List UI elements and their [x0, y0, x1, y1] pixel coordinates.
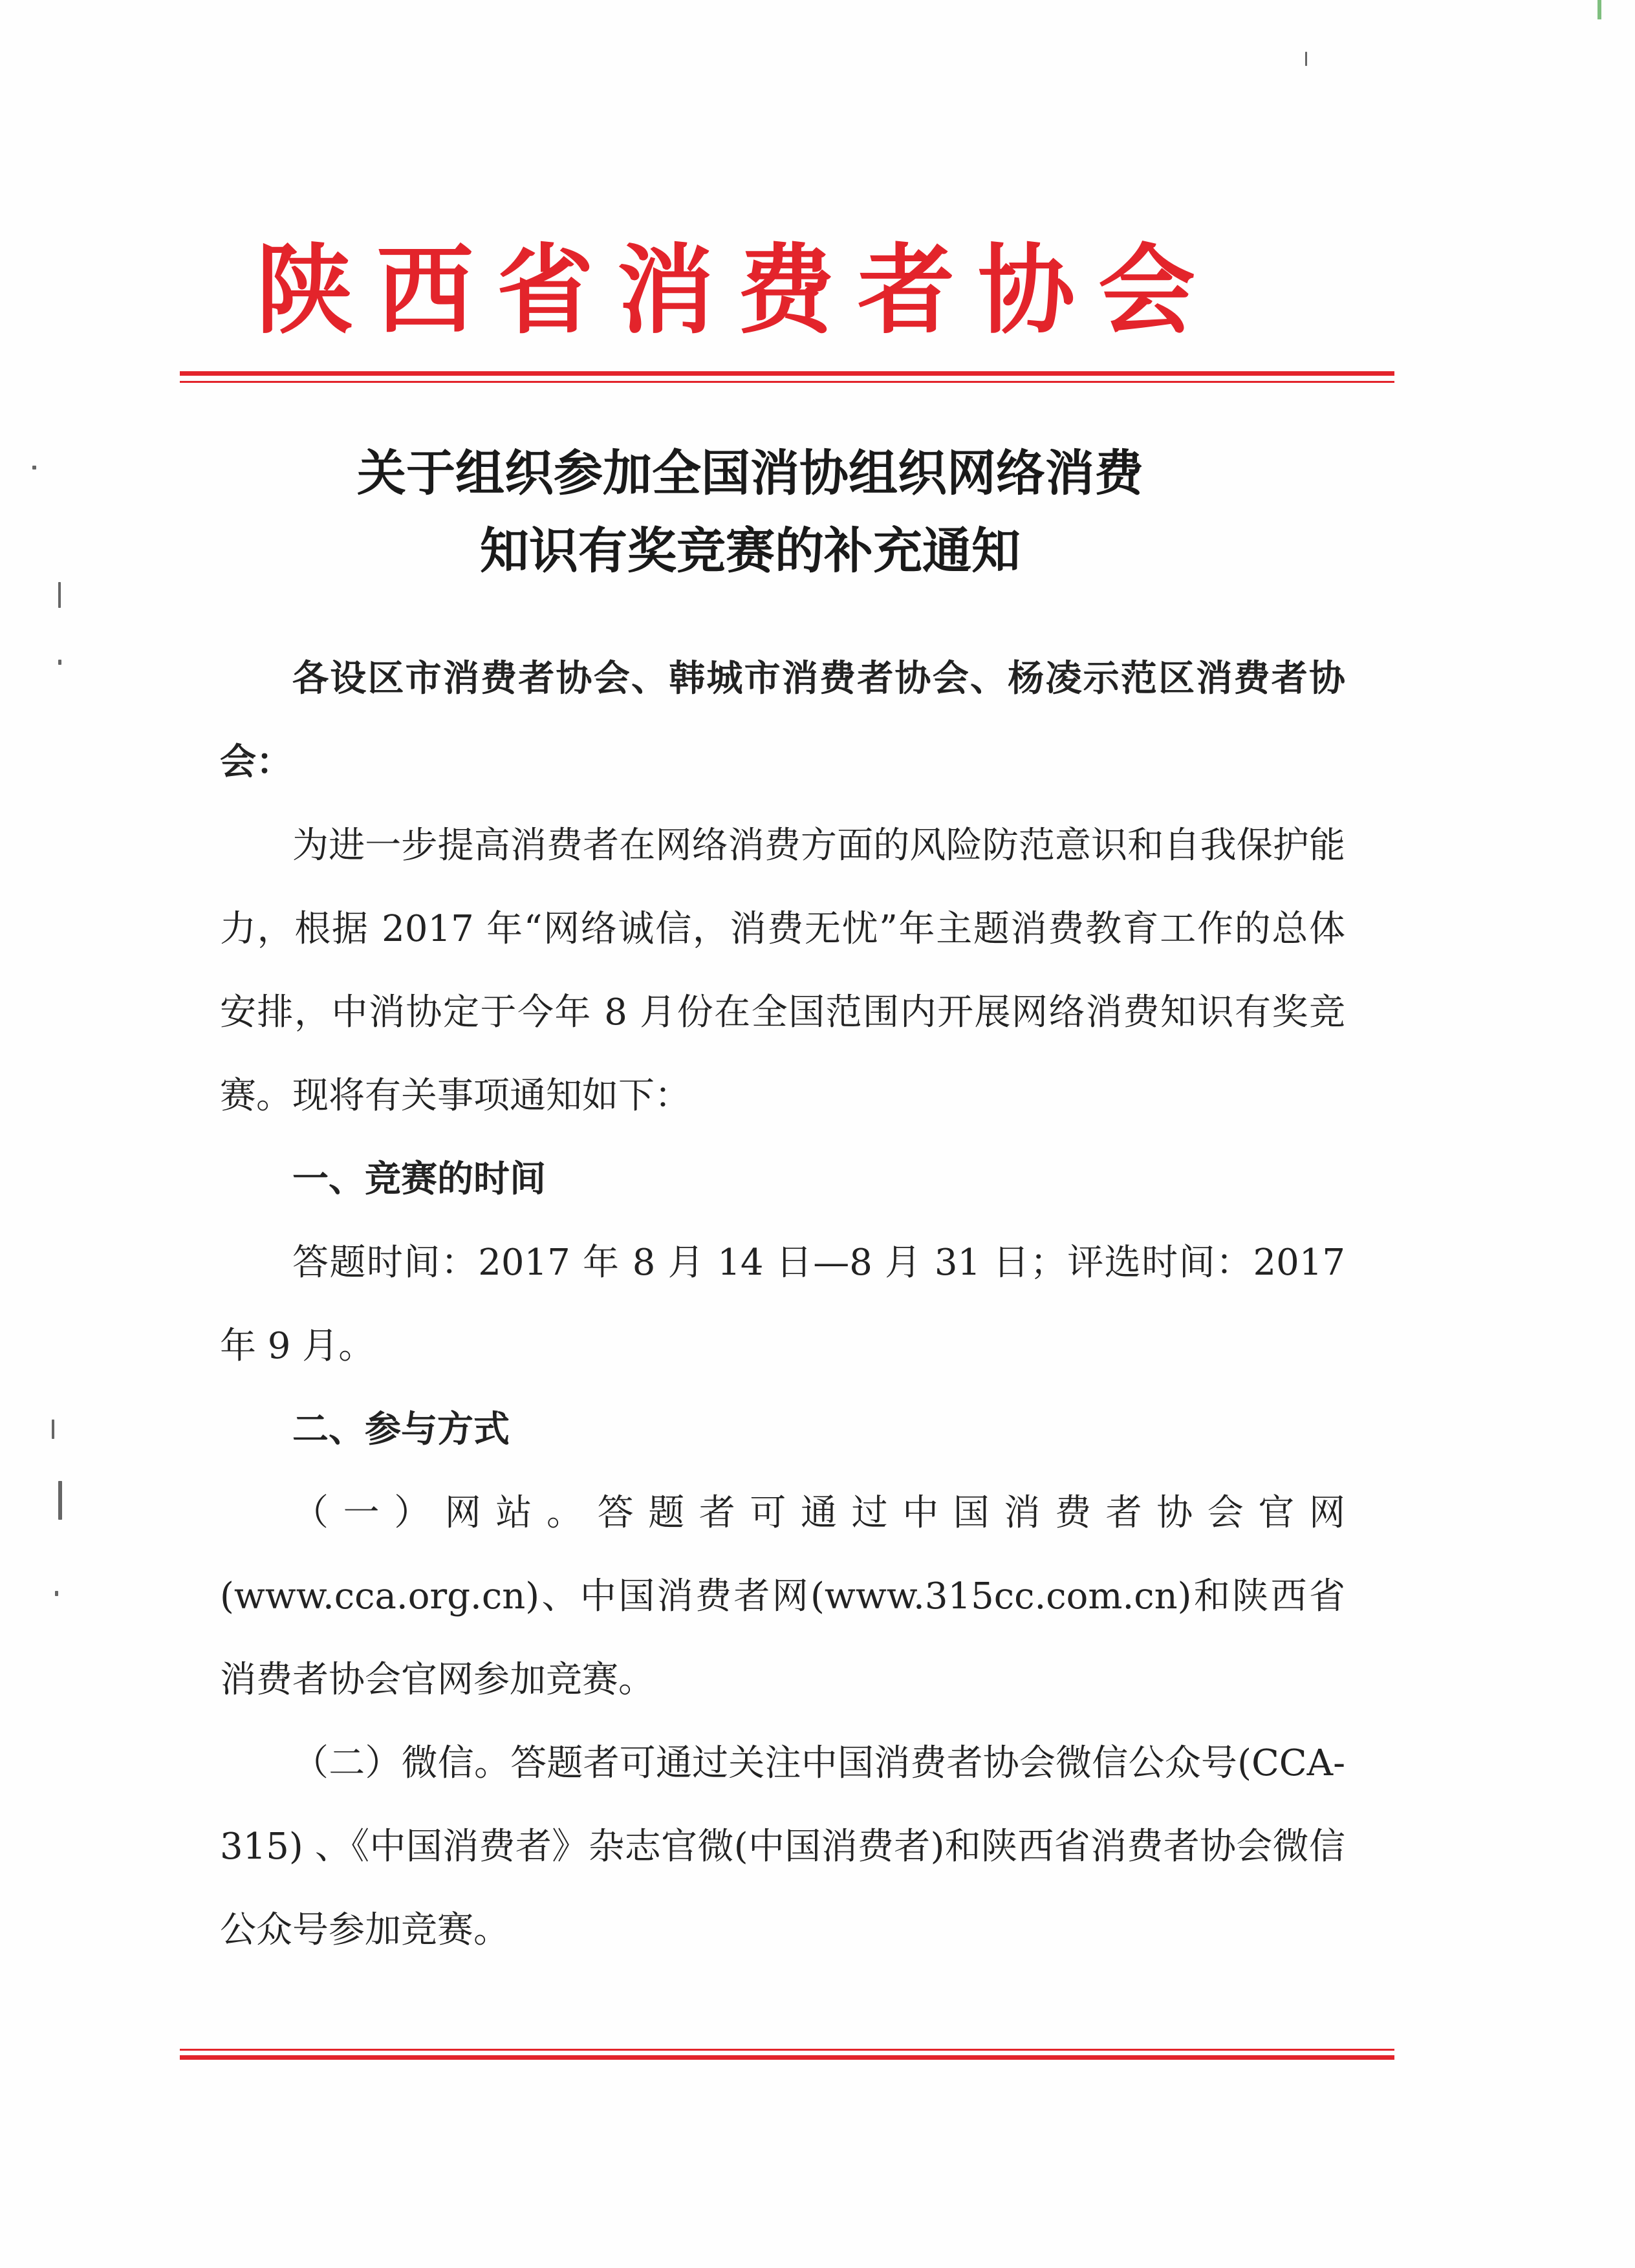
scan-speck: [58, 660, 61, 665]
section-2-item-2: （二）微信。答题者可通过关注中国消费者协会微信公众号(CCA-315) 、《中国消费者》杂志官微(中国消费者)和陕西省消费者协会微信公众号参加竞赛。: [220, 1742, 1345, 1951]
footer-rule-thick: [180, 2055, 1394, 2060]
section-2-item-1: （一）网站。答题者可通过中国消费者协会官网(www.cca.org.cn)、中国消费者网(www.315cc.com.cn)和陕西省消费者协会官网参加竞赛。: [220, 1492, 1345, 1701]
intro-paragraph: 为进一步提高消费者在网络消费方面的风险防范意识和自我保护能力，根据 2017 年“网络诚信，消费无忧”年主题消费教育工作的总体安排，中消协定于今年 8 月份在全国范围内开展网络消费知识有奖竞赛。现将有关事项通知如下：: [220, 825, 1345, 1117]
letterhead-rule-thick: [180, 371, 1394, 376]
notice-body: [220, 637, 1345, 1972]
notice-title: [194, 435, 1306, 590]
letterhead-rule-thin: [180, 381, 1394, 383]
addressee: 各设区市消费者协会、韩城市消费者协会、杨凌示范区消费者协会：: [220, 657, 1345, 783]
scan-speck: [58, 1481, 62, 1520]
scan-speck: [52, 1420, 54, 1439]
letterhead-org-name: 陕西省消费者协会: [255, 235, 1218, 347]
section-1-text: 答题时间：2017 年 8 月 14 日—8 月 31 日；评选时间：2017 年 9 月。: [220, 1242, 1345, 1367]
section-2-heading: 二、参与方式: [292, 1408, 510, 1451]
scan-edge-mark: [1597, 0, 1601, 19]
section-1-heading: 一、竞赛的时间: [292, 1158, 546, 1200]
footer-rule-thin: [180, 2049, 1394, 2051]
scan-speck: [32, 466, 36, 470]
scan-speck: [58, 582, 61, 608]
scan-speck: [55, 1591, 58, 1596]
notice-title-line-1: 关于组织参加全国消协组织网络消费: [357, 444, 1143, 502]
notice-title-line-2: 知识有奖竞赛的补充通知: [480, 522, 1021, 579]
scan-speck: [1305, 52, 1307, 66]
